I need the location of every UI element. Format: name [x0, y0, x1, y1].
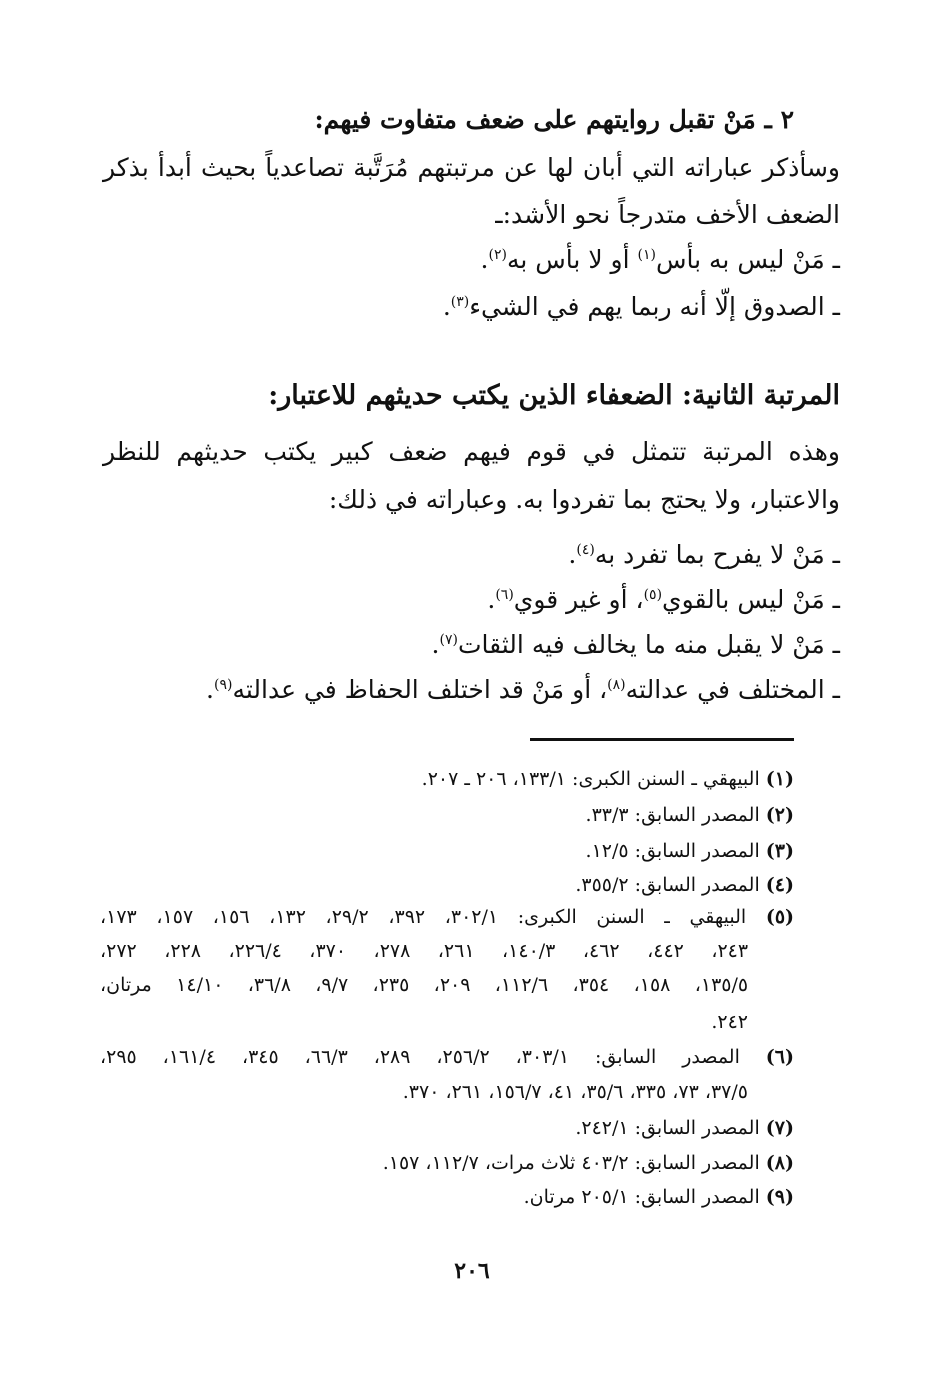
footnote-ref: (١)	[637, 247, 656, 263]
footnote-ref: (٦)	[495, 587, 514, 603]
footnote: (٦) المصدر السابق: ٣٠٣/١، ٢٥٦/٢، ٢٨٩، ٦٦/٣، ٣٤٥، ١٦١/٤، ٢٩٥،	[100, 1046, 795, 1068]
footnote: (٨) المصدر السابق: ٤٠٣/٢ ثلاث مرات، ١١٢/٧، ١٥٧.	[382, 1152, 794, 1174]
list-item: ـ مَنْ لا يقبل منه ما يخالف فيه الثقات$^{(٧)}$.	[431, 630, 840, 659]
paragraph-2-line-1: وهذه المرتبة تتمثل في قوم فيهم ضعف كبير يكتب حديثهم للنظر	[103, 437, 840, 466]
footnote-continuation: ١٣٥/٥، ١٥٨، ٣٥٤، ١١٢/٦، ٢٠٩، ٢٣٥، ٩/٧، ٣٦/٨، ١٤/١٠ مرتان،	[100, 974, 749, 996]
footnote: (٩) المصدر السابق: ٢٠٥/١ مرتان.	[523, 1186, 794, 1208]
list-item: ـ الصدوق إلّا أنه ربما يهم في الشيء$^{(٣)}$.	[442, 292, 840, 321]
footnote: (١) البيهقي ـ السنن الكبرى: ١٣٣/١، ٢٠٦ ـ ٢٠٧.	[421, 768, 794, 790]
footnote-ref: (٨)	[607, 677, 626, 693]
footnote-separator	[530, 738, 794, 741]
list-item: ـ مَنْ ليس بالقوي$^{(٥)}$، أو غير قوي$^{(٦)}$.	[487, 585, 840, 614]
footnote: (٢) المصدر السابق: ٣٣/٣.	[585, 804, 794, 826]
list-item: ـ مَنْ لا يفرح بما تفرد به$^{(٤)}$.	[568, 540, 840, 569]
list-item: ـ مَنْ ليس به بأس$^{(١)}$ أو لا بأس به$^{(٢)}$.	[480, 245, 840, 274]
footnote-ref: (٧)	[439, 632, 458, 648]
footnote-ref: (٤)	[576, 542, 595, 558]
footnote: (٤) المصدر السابق: ٣٥٥/٢.	[575, 874, 794, 896]
footnote: (٧) المصدر السابق: ٢٤٢/١.	[575, 1117, 794, 1139]
footnote-ref: (٢)	[488, 247, 507, 263]
paragraph-1-line-2: الضعف الأخف متدرجاً نحو الأشد:ـ	[495, 200, 840, 229]
sub-heading: ٢ ـ مَنْ تقبل روايتهم على ضعف متفاوت فيهم:	[314, 105, 794, 134]
footnote-ref: (٩)	[213, 677, 233, 693]
section-heading: المرتبة الثانية: الضعفاء الذين يكتب حديثهم للاعتبار:	[268, 380, 840, 411]
footnote-continuation: ٢٤٣، ٤٤٢، ٤٦٢، ١٤٠/٣، ٢٦١، ٢٧٨، ٣٧٠، ٢٢٦/٤، ٢٢٨، ٢٧٢،	[100, 940, 749, 962]
footnote-ref: (٥)	[643, 587, 663, 603]
footnote-ref: (٣)	[450, 294, 470, 310]
footnote: (٥) البيهقي ـ السنن الكبرى: ٣٠٢/١، ٣٩٢، ٢٩/٢، ١٣٢، ١٥٦، ١٥٧، ١٧٣،	[100, 906, 795, 928]
paragraph-2-line-2: والاعتبار، ولا يحتج بما تفردوا به. وعباراته في ذلك:	[328, 485, 840, 514]
list-item: ـ المختلف في عدالته$^{(٨)}$، أو مَنْ قد اختلف الحفاظ في عدالته$^{(٩)}$.	[206, 675, 840, 704]
footnote: (٣) المصدر السابق: ١٢/٥.	[585, 840, 794, 862]
paragraph-1-line-1: وسأذكر عباراته التي أبان لها عن مرتبتهم مُرَتَّبة تصاعدياً بحيث أبدأ بذكر	[103, 153, 840, 182]
footnote-continuation: ٢٤٢.	[711, 1011, 748, 1033]
footnote-continuation: ٣٧/٥، ٧٣، ٣٣٥، ٣٥/٦، ٤١، ١٥٦/٧، ٢٦١، ٣٧٠.	[402, 1081, 748, 1103]
page-number: ٢٠٦	[454, 1258, 490, 1284]
